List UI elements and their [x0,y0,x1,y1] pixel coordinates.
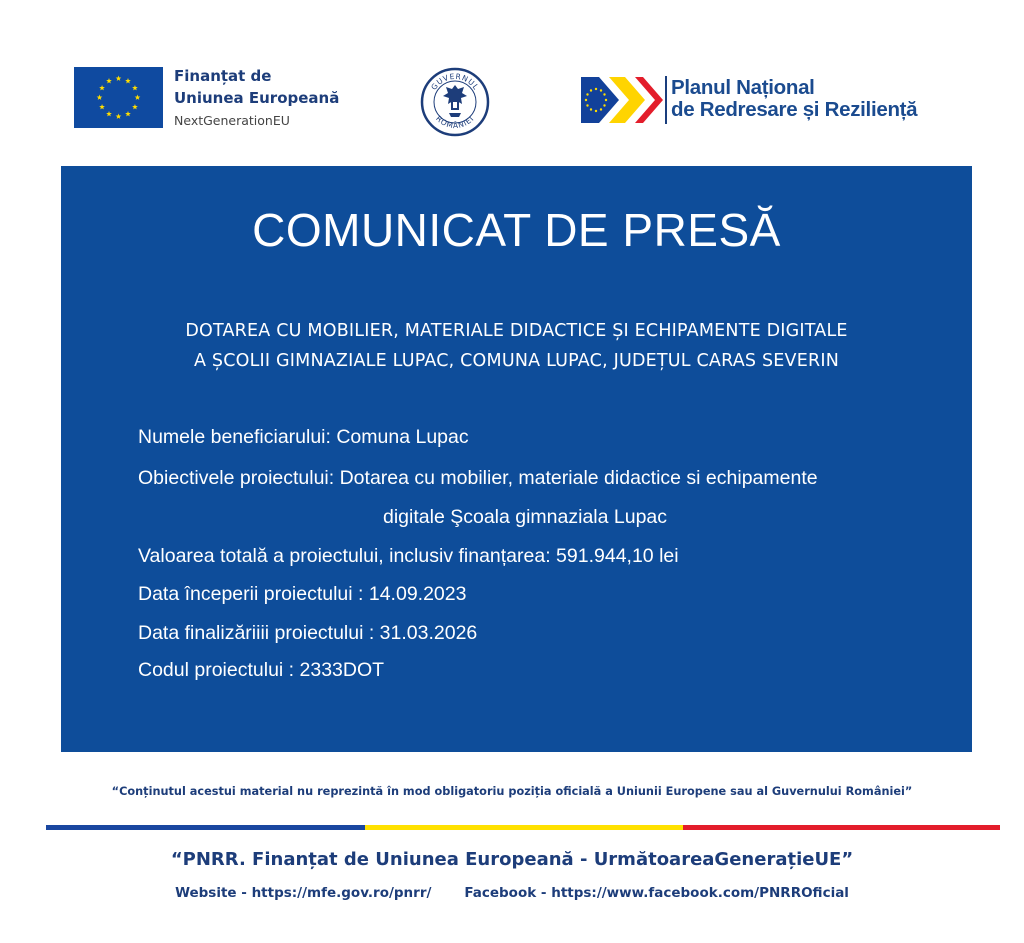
eu-star-icon [106,78,112,83]
eu-star-icon [132,85,138,90]
stripe-red [683,825,1000,830]
footer-quote: “PNRR. Finanțat de Uniunea Europeană - UrmătoareaGenerațieUE” [170,849,854,870]
eu-star-icon [97,95,103,100]
total-value-text: Valoarea totală a proiectului, inclusiv finanțarea: 591.944,10 lei [138,545,679,567]
beneficiary-text: Numele beneficiarului: Comuna Lupac [138,426,469,448]
pnrr-divider [665,76,667,124]
eu-star-icon [125,111,131,116]
stripe-yellow [365,825,683,830]
start-date-text: Data începerii proiectului : 14.09.2023 [138,583,467,605]
objectives-text: Obiectivele proiectului: Dotarea cu mobilier, materiale didactice si echipamente [138,467,818,489]
pnrr-logo-line2: de Redresare și Reziliență [671,98,918,121]
eu-star-icon [135,95,141,100]
pnrr-logo-line1: Planul Național [671,76,815,99]
eu-star-icon [99,85,105,90]
guvernul-romaniei-seal-icon [420,67,490,137]
eu-star-icon [116,114,122,119]
project-title-line1: DOTAREA CU MOBILIER, MATERIALE DIDACTICE ȘI ECHIPAMENTE DIGITALE [185,321,848,341]
page-title: COMUNICAT DE PRESĂ [252,204,781,256]
eu-star-icon [125,78,131,83]
eu-star-icon [132,104,138,109]
disclaimer-text: “Conținutul acestui material nu reprezintă în mod obligatoriu poziția oficială a Uniunii Europene sau al Guvernului României” [111,785,913,798]
stripe-blue [46,825,365,830]
end-date-text: Data finalizăriiii proiectului : 31.03.2026 [138,622,478,644]
pnrr-arrows-icon [581,77,665,123]
eu-star-icon [99,104,105,109]
objectives-text-continued: digitale Şcoala gimnaziala Lupac [383,506,668,528]
eu-logo-line2: Uniunea Europeană [174,89,340,107]
eu-logo-line3: NextGenerationEU [174,113,290,128]
eu-star-icon [106,111,112,116]
eu-flag-icon [74,67,163,128]
eu-logo-line1: Finanțat de [174,67,272,85]
footer-links: Website - https://mfe.gov.ro/pnrr/ Facebook - https://www.facebook.com/PNRROficial [175,885,849,901]
project-title-line2: A ȘCOLII GIMNAZIALE LUPAC, COMUNA LUPAC, JUDEȚUL CARAS SEVERIN [193,351,840,371]
eu-star-icon [116,76,122,81]
seal-top-text: GUVERNUL [429,71,481,92]
project-code-text: Codul proiectului : 2333DOT [138,659,385,681]
seal-bottom-text: ROMÂNIEI [434,113,476,131]
